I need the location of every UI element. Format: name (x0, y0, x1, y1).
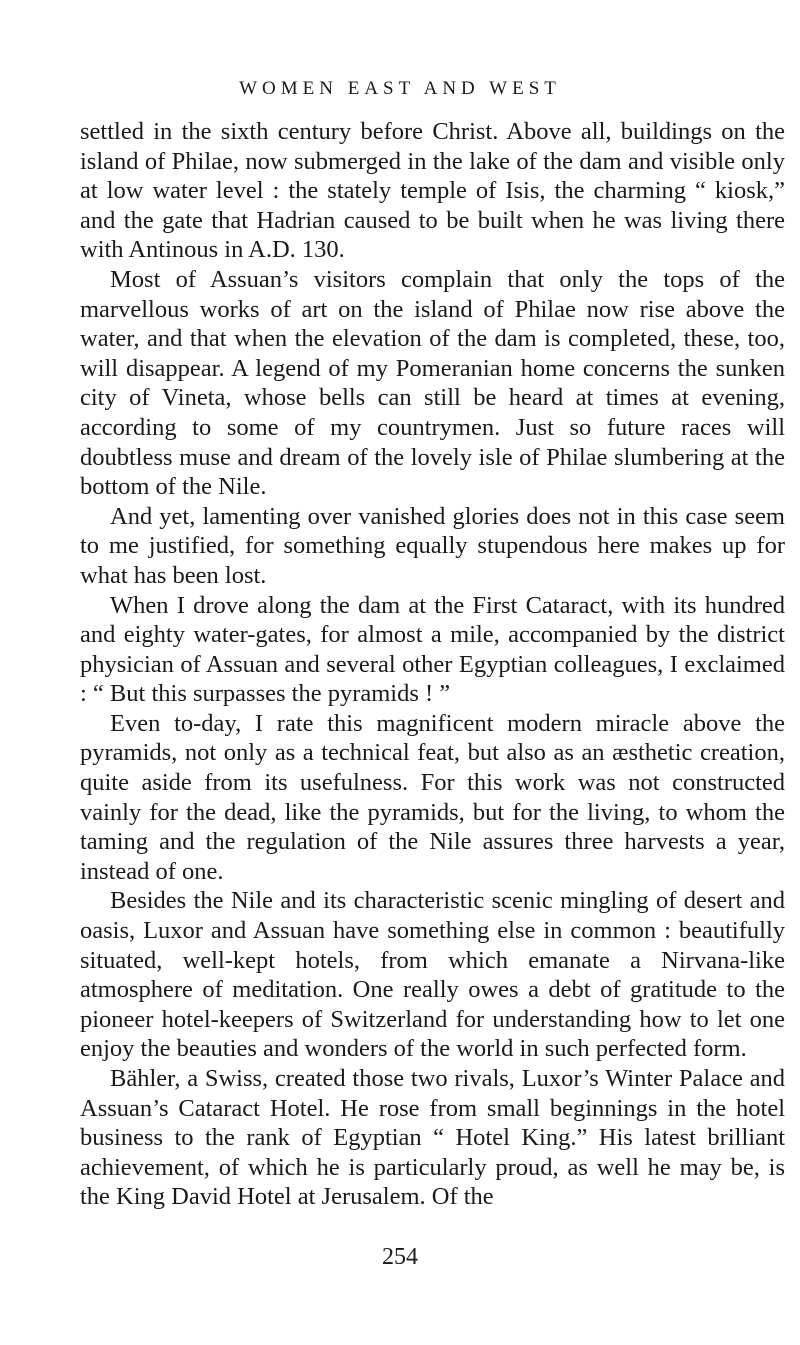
body-text (80, 117, 785, 1212)
paragraph-6: Besides the Nile and its characteristic scenic mingling of desert and oasis, Luxor and Assuan have something else in common : beautifully situated, well-kept hotels, from which emanate a Nirvana-like atmosphere of meditation. One really owes a debt of gratitude to the pioneer hotel-keepers of Switzerland for understanding how to let one enjoy the beauties and wonders of the world in such perfected form. (80, 887, 785, 1063)
paragraph-5: Even to-day, I rate this magnificent modern miracle above the pyramids, not only as a technical feat, but also as an æsthetic creation, quite aside from its usefulness. For this work was not constructed vainly for the dead, like the pyramids, but for the living, to whom the taming and the regulation of the Nile assures three harvests a year, instead of one. (80, 709, 785, 885)
paragraph-1: settled in the sixth century before Christ. Above all, buildings on the island of Philae, now submerged in the lake of the dam and visible only at low water level : the stately temple of Isis, the charming “ kiosk,” and the gate that Hadrian caused to be built when he was living there with Antinous in A.D. 130. (80, 118, 785, 264)
running-title: WOMEN EAST AND WEST (239, 78, 561, 99)
paragraph-2: Most of Assuan’s visitors complain that only the tops of the marvellous works of art on the island of Philae now rise above the water, and that when the elevation of the dam is completed, these, too, will disappear. A legend of my Pomeranian home concerns the sunken city of Vineta, whose bells can still be heard at times at evening, according to some of my countrymen. Just so future races will doubtless muse and dream of the lovely isle of Philae slumbering at the bottom of the Nile. (80, 265, 785, 501)
page-number: 254 (382, 1244, 418, 1270)
paragraph-7: Bähler, a Swiss, created those two rivals, Luxor’s Winter Palace and Assuan’s Cataract Hotel. He rose from small beginnings in the hotel business to the rank of Egyptian “ Hotel King.” His latest brilliant achievement, of which he is particularly proud, as well he may be, is the King David Hotel at Jerusalem. Of the (80, 1065, 785, 1211)
paragraph-3: And yet, lamenting over vanished glories does not in this case seem to me justified, for something equally stupendous here makes up for what has been lost. (80, 502, 785, 589)
paragraph-4: When I drove along the dam at the First Cataract, with its hundred and eighty water-gates, for almost a mile, accompanied by the district physician of Assuan and several other Egyptian colleagues, I exclaimed : “ But this surpasses the pyramids ! ” (80, 591, 785, 708)
